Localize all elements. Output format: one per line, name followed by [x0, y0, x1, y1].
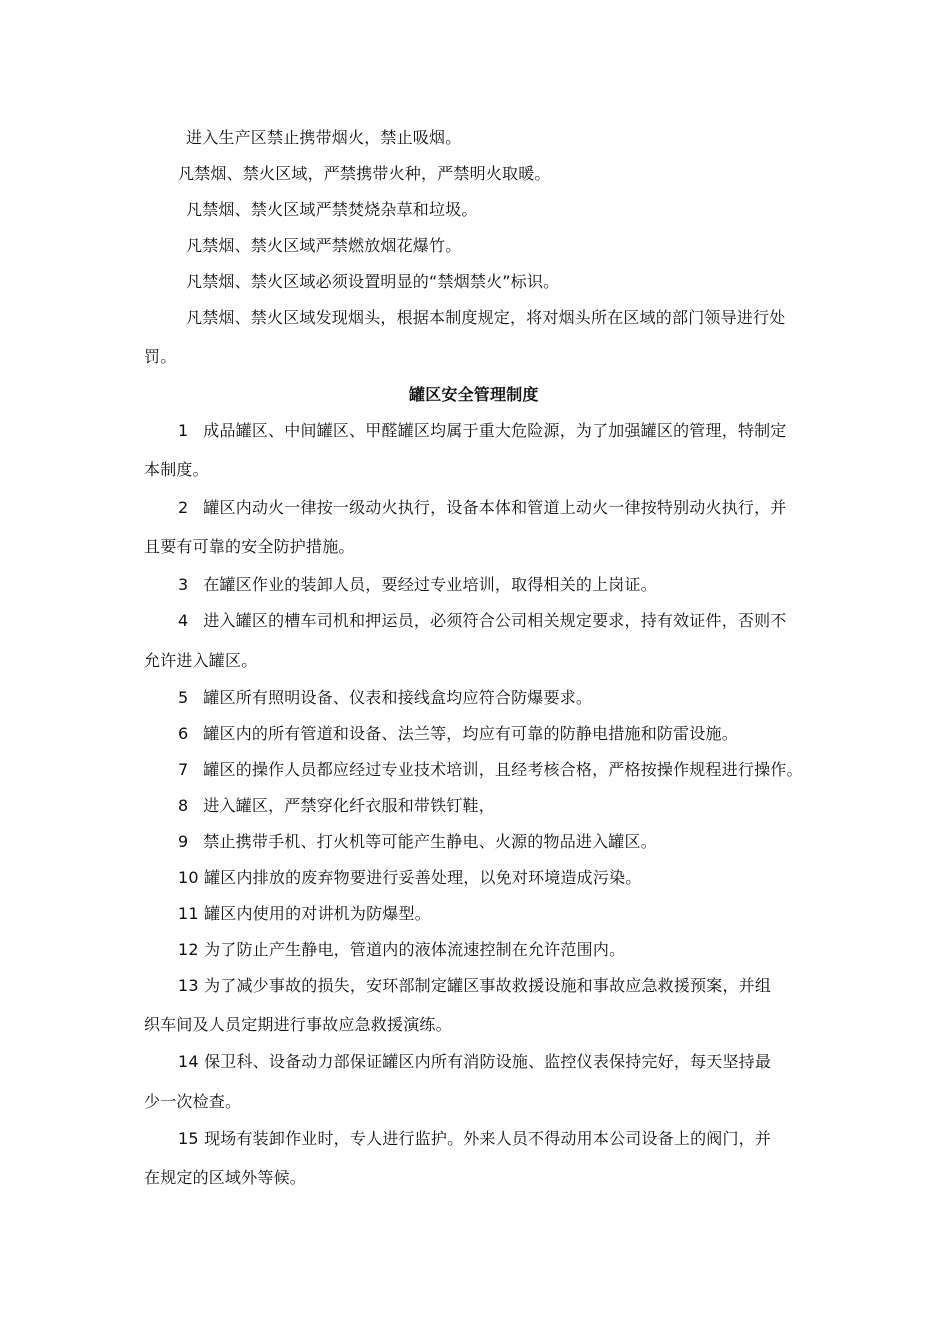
rule-number: 15	[178, 1129, 199, 1148]
rule-15-cont: 在规定的区域外等候。	[144, 1168, 307, 1187]
rule-text: 罐区内的所有管道和设备、法兰等，均应有可靠的防静电措施和防雷设施。	[203, 724, 738, 743]
intro-line-1: 进入生产区禁止携带烟火，禁止吸烟。	[186, 128, 462, 147]
rule-11	[178, 904, 431, 924]
rule-text: 罐区内动火一律按一级动火执行，设备本体和管道上动火一律按特别动火执行，并	[203, 498, 787, 517]
rule-text: 罐区的操作人员都应经过专业技术培训，且经考核合格，严格按操作规程进行操作。	[203, 760, 803, 779]
rule-number: 1	[178, 421, 189, 440]
rule-text: 进入罐区的槽车司机和押运员，必须符合公司相关规定要求，持有效证件，否则不	[203, 611, 787, 630]
rule-text: 成品罐区、中间罐区、甲醛罐区均属于重大危险源，为了加强罐区的管理，特制定	[203, 421, 787, 440]
rule-2-cont: 且要有可靠的安全防护措施。	[144, 537, 355, 556]
intro-line-4: 凡禁烟、禁火区域严禁燃放烟花爆竹。	[186, 236, 462, 255]
rule-number: 14	[178, 1052, 199, 1071]
intro-line-6: 凡禁烟、禁火区域发现烟头，根据本制度规定，将对烟头所在区域的部门领导进行处	[186, 308, 786, 327]
rule-number: 7	[178, 760, 189, 779]
rule-number: 6	[178, 724, 189, 743]
rule-14-cont: 少一次检查。	[144, 1092, 242, 1111]
rule-14	[178, 1052, 771, 1072]
rule-13	[178, 976, 771, 996]
rule-number: 12	[178, 940, 199, 959]
rule-6	[178, 724, 738, 744]
rule-8	[178, 796, 495, 816]
rule-4-cont: 允许进入罐区。	[144, 651, 258, 670]
rule-text: 进入罐区，严禁穿化纤衣服和带铁钉鞋，	[203, 796, 495, 815]
rule-text: 现场有装卸作业时，专人进行监护。外来人员不得动用本公司设备上的阀门，并	[204, 1129, 772, 1148]
intro-line-3: 凡禁烟、禁火区域严禁焚烧杂草和垃圾。	[186, 200, 478, 219]
rule-12	[178, 940, 625, 960]
intro-line-5: 凡禁烟、禁火区域必须设置明显的“禁烟禁火”标识。	[186, 272, 560, 291]
rule-number: 2	[178, 498, 189, 517]
rule-text: 保卫科、设备动力部保证罐区内所有消防设施、监控仪表保持完好，每天坚持最	[204, 1052, 772, 1071]
intro-line-7: 罚。	[144, 347, 177, 366]
rule-number: 10	[178, 868, 199, 887]
rule-number: 3	[178, 575, 189, 594]
section-title: 罐区安全管理制度	[409, 385, 539, 404]
rule-2	[178, 498, 787, 518]
rule-10	[178, 868, 641, 888]
rule-text: 为了减少事故的损失，安环部制定罐区事故救援设施和事故应急救援预案，并组	[204, 976, 772, 995]
rule-text: 罐区所有照明设备、仪表和接线盒均应符合防爆要求。	[203, 688, 593, 707]
rule-13-cont: 织车间及人员定期进行事故应急救援演练。	[144, 1015, 452, 1034]
rule-5	[178, 688, 592, 708]
rule-text: 为了防止产生静电，管道内的液体流速控制在允许范围内。	[204, 940, 626, 959]
rule-number: 13	[178, 976, 199, 995]
rule-number: 5	[178, 688, 189, 707]
rule-number: 11	[178, 904, 199, 923]
rule-1	[178, 421, 787, 441]
rule-text: 罐区内使用的对讲机为防爆型。	[204, 904, 431, 923]
rule-3	[178, 575, 657, 595]
intro-line-2: 凡禁烟、禁火区域，严禁携带火种，严禁明火取暖。	[178, 164, 551, 183]
rule-text: 罐区内排放的废弃物要进行妥善处理，以免对环境造成污染。	[204, 868, 642, 887]
rule-number: 9	[178, 832, 189, 851]
rule-text: 在罐区作业的装卸人员，要经过专业培训，取得相关的上岗证。	[203, 575, 657, 594]
rule-4	[178, 611, 787, 631]
rule-1-cont: 本制度。	[144, 460, 209, 479]
rule-15	[178, 1129, 771, 1149]
rule-9	[178, 832, 657, 852]
rule-text: 禁止携带手机、打火机等可能产生静电、火源的物品进入罐区。	[203, 832, 657, 851]
rule-number: 4	[178, 611, 189, 630]
rule-number: 8	[178, 796, 189, 815]
rule-7	[178, 760, 803, 780]
